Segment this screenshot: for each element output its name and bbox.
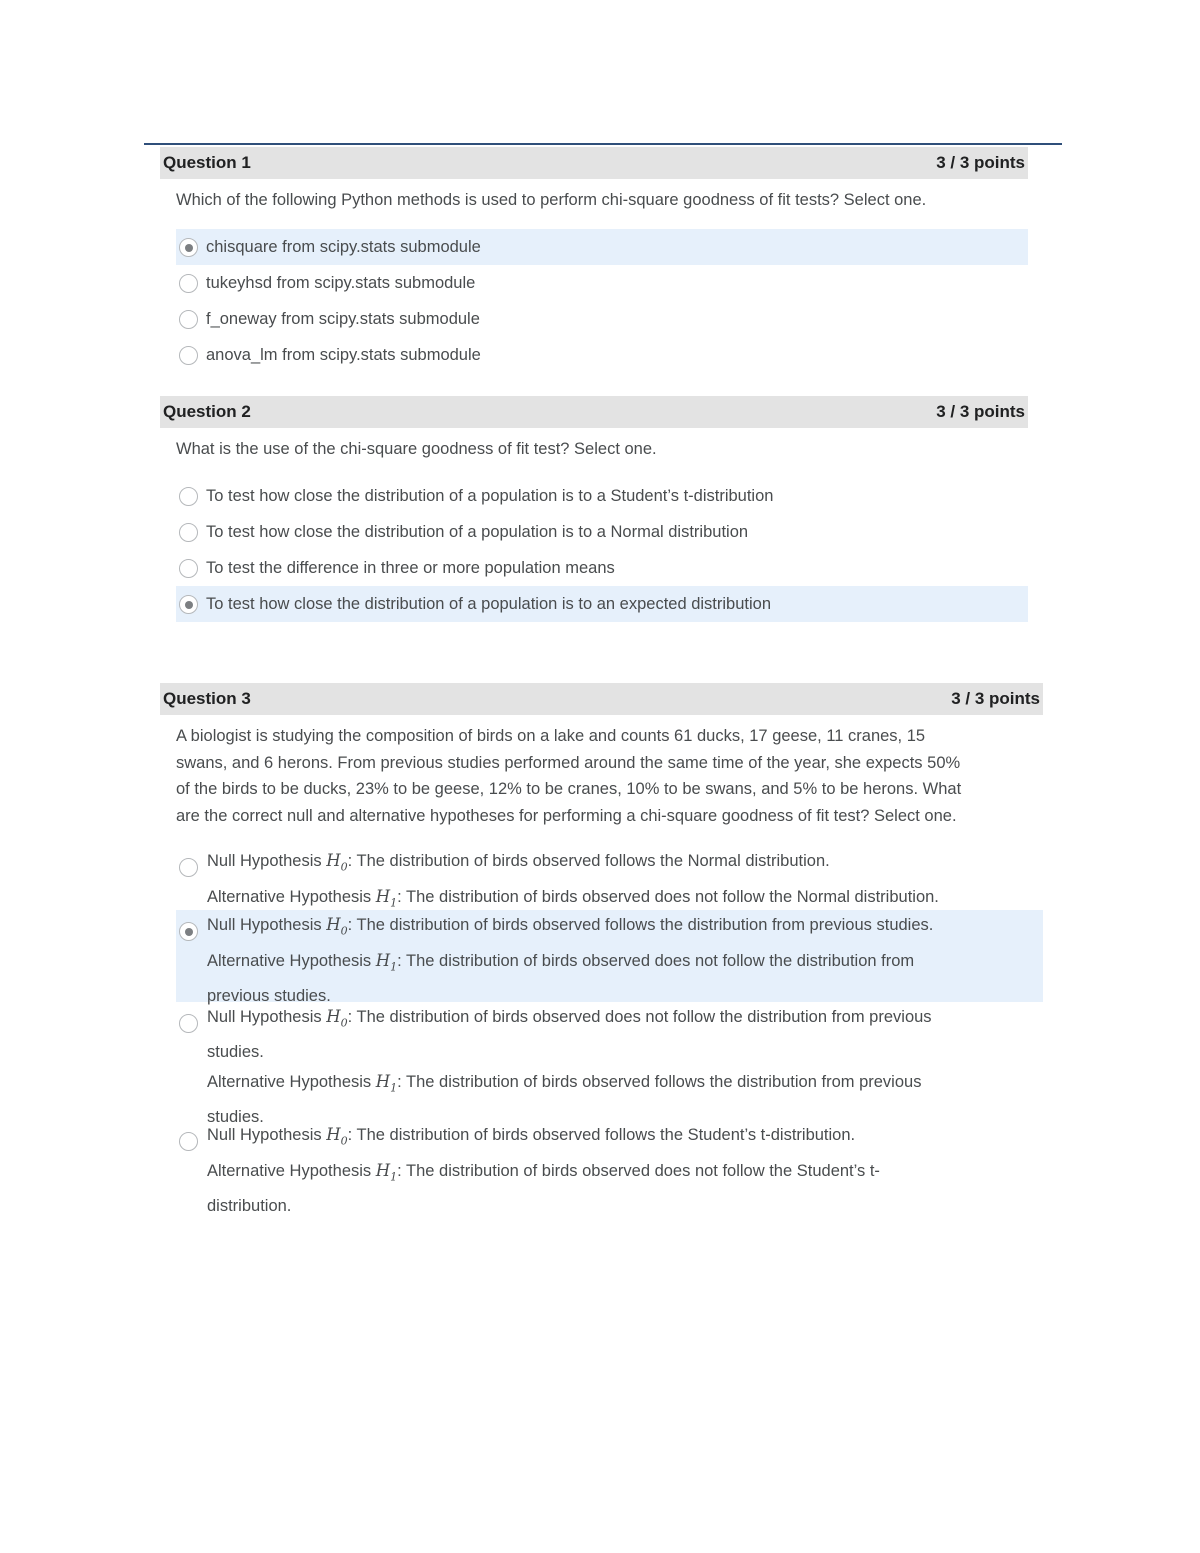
h0-symbol: $H_0$ [326,851,348,874]
radio-icon[interactable] [179,310,198,329]
alt-text: : The distribution of birds observed follows the distribution from previous [397,1073,922,1092]
prompt-line: of the birds to be ducks, 23% to be geese, 12% to be cranes, 10% to be swans, and 5% to be herons. What [176,780,962,798]
question-2-option-4[interactable] [176,586,1028,622]
question-3-option-2[interactable] [176,910,1043,1005]
radio-icon[interactable] [179,523,198,542]
option-label: f_oneway from scipy.stats submodule [206,309,480,328]
alt-label: Alternative Hypothesis [207,887,372,906]
null-label: Null Hypothesis [207,1126,322,1144]
radio-icon[interactable] [179,1132,198,1151]
option-label: chisquare from scipy.stats submodule [206,237,481,256]
prompt-line: A biologist is studying the composition of birds on a lake and counts 61 ducks, 17 geese, 11 cranes, 15 [176,727,926,745]
radio-selected-icon[interactable] [179,922,198,941]
null-label: Null Hypothesis [207,1008,322,1026]
question-3-option-1[interactable] [176,846,1043,918]
question-2-option-3[interactable] [176,550,1028,586]
question-2-title: Question 2 [163,402,251,421]
question-3-points: 3 / 3 points [951,689,1040,708]
question-2-prompt: What is the use of the chi-square goodness of fit test? Select one. [176,440,657,458]
question-1-option-1[interactable] [176,229,1028,265]
h1-symbol: $H_1$ [375,886,398,910]
option-label: To test how close the distribution of a population is to a Student’s t-distribution [206,486,774,505]
option-label: To test how close the distribution of a population is to a Normal distribution [206,522,749,541]
null-text: : The distribution of birds observed follows the Student’s t-distribution. [347,1126,856,1144]
question-3-option-3[interactable] [176,1002,1043,1133]
radio-selected-icon[interactable] [179,238,198,257]
question-3-prompt [176,723,1056,829]
null-text: : The distribution of birds observed follows the distribution from previous studies. [347,916,934,934]
question-1-prompt: Which of the following Python methods is used to perform chi-square goodness of fit tests? Select one. [176,191,927,209]
null-text: : The distribution of birds observed does not follow the distribution from previous [347,1008,932,1026]
option-label: anova_lm from scipy.stats submodule [206,345,481,364]
radio-icon[interactable] [179,274,198,293]
null-text: : The distribution of birds observed follows the Normal distribution. [347,852,830,870]
prompt-line: are the correct null and alternative hypotheses for performing a chi-square goodness of fit test? Select one. [176,806,957,825]
radio-icon[interactable] [179,1014,198,1033]
question-3-title: Question 3 [163,689,251,708]
question-1-header [160,147,1028,179]
question-1-option-4[interactable] [176,337,1028,373]
h1-symbol: $H_1$ [375,1160,398,1184]
question-3-option-4[interactable] [176,1120,1043,1221]
alt-hypothesis-line [207,946,1043,982]
alt-hypothesis-continuation: studies. [207,1108,264,1127]
radio-selected-icon[interactable] [179,595,198,614]
h1-symbol: $H_1$ [375,950,398,974]
top-divider [144,143,1062,145]
alt-text: : The distribution of birds observed does not follow the Student’s t- [397,1161,880,1180]
question-2-points: 3 / 3 points [936,402,1025,421]
h1-symbol: $H_1$ [375,1072,398,1095]
radio-icon[interactable] [179,487,198,506]
question-2-header [160,396,1028,428]
null-label: Null Hypothesis [207,916,322,934]
alt-label: Alternative Hypothesis [207,1161,372,1180]
null-hypothesis-line [207,846,1043,882]
option-label: tukeyhsd from scipy.stats submodule [206,273,476,292]
null-hypothesis-line [207,1120,1043,1156]
alt-hypothesis-continuation: distribution. [207,1196,292,1215]
question-2-option-1[interactable] [176,478,1028,514]
alt-hypothesis-line [207,1156,1043,1192]
null-hypothesis-line [207,910,1043,946]
radio-icon[interactable] [179,346,198,365]
alt-label: Alternative Hypothesis [207,951,372,970]
radio-icon[interactable] [179,559,198,578]
question-1-option-3[interactable] [176,301,1028,337]
alt-text: : The distribution of birds observed does not follow the Normal distribution. [397,887,939,906]
h0-symbol: $H_0$ [326,1007,348,1030]
null-hypothesis-continuation: studies. [207,1042,264,1061]
question-1-points: 3 / 3 points [936,153,1025,172]
alt-hypothesis-line [207,1067,1043,1103]
alt-hypothesis-continuation: previous studies. [207,986,331,1005]
question-3-header [160,683,1043,715]
option-label: To test how close the distribution of a population is to an expected distribution [206,594,772,613]
prompt-line: swans, and 6 herons. From previous studies performed around the same time of the year, she expects 50% [176,753,961,772]
null-hypothesis-line [207,1002,1043,1038]
question-1-option-2[interactable] [176,265,1028,301]
question-1-title: Question 1 [163,153,251,172]
radio-icon[interactable] [179,858,198,877]
alt-label: Alternative Hypothesis [207,1073,372,1092]
null-label: Null Hypothesis [207,852,322,870]
h0-symbol: $H_0$ [326,1125,348,1148]
h0-symbol: $H_0$ [326,915,348,938]
alt-text: : The distribution of birds observed does not follow the distribution from [397,951,915,970]
option-label: To test the difference in three or more population means [206,558,615,577]
question-2-option-2[interactable] [176,514,1028,550]
